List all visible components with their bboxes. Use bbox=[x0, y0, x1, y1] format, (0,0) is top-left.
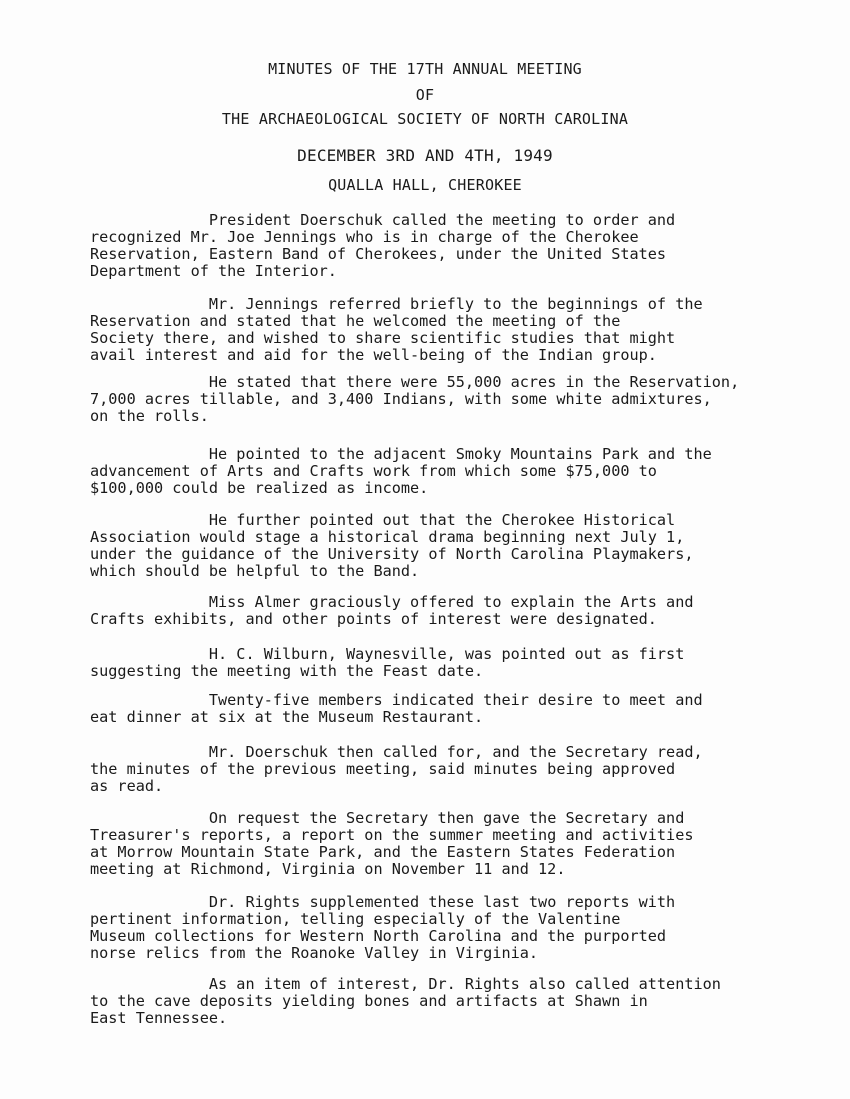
paragraph-almer-exhibits: Miss Almer graciously offered to explain the Arts and Crafts exhibits, and other points of interest were designated. bbox=[90, 593, 694, 628]
title-of: OF bbox=[415, 86, 435, 104]
paragraph-dinner: Twenty-five members indicated their desire to meet and eat dinner at six at the Museum Restaurant. bbox=[90, 691, 703, 726]
minutes-title: MINUTES OF THE 17TH ANNUAL MEETING bbox=[268, 60, 582, 78]
paragraph-reservation-stats: He stated that there were 55,000 acres in the Reservation, 7,000 acres tillable, and 3,400 Indians, with some white admixtures, on the rolls. bbox=[90, 373, 740, 425]
paragraph-historical-drama: He further pointed out that the Cherokee Historical Association would stage a historical drama beginning next July 1, under the guidance of the University of North Carolina Playmakers, which should be helpful to the Band. bbox=[90, 511, 694, 580]
paragraph-secretary-reports: On request the Secretary then gave the Secretary and Treasurer's reports, a report on the summer meeting and activities at Morrow Mountain State Park, and the Eastern States Federation meeting at Richmond, Virginia on November 11 and 12. bbox=[90, 809, 694, 878]
paragraph-cave-deposits: As an item of interest, Dr. Rights also called attention to the cave deposits yielding bones and artifacts at Shawn in East Tennessee. bbox=[90, 975, 721, 1027]
paragraph-arts-crafts-income: He pointed to the adjacent Smoky Mountains Park and the advancement of Arts and Crafts work from which some $75,000 to $100,000 could be realized as income. bbox=[90, 445, 712, 497]
meeting-date: DECEMBER 3RD AND 4TH, 1949 bbox=[297, 146, 553, 165]
paragraph-rights-supplement: Dr. Rights supplemented these last two reports with pertinent information, telling especially of the Valentine Museum collections for Western North Carolina and the purported norse relics from the Roanoke Valley in Virginia. bbox=[90, 893, 676, 962]
paragraph-minutes-read: Mr. Doerschuk then called for, and the Secretary read, the minutes of the previous meeting, said minutes being approved as read. bbox=[90, 743, 703, 795]
paragraph-call-to-order: President Doerschuk called the meeting to order and recognized Mr. Joe Jennings who is in charge of the Cherokee Reservation, Eastern Band of Cherokees, under the United States Department of the Interior. bbox=[90, 211, 676, 280]
society-name: THE ARCHAEOLOGICAL SOCIETY OF NORTH CAROLINA bbox=[221, 110, 629, 128]
meeting-location: QUALLA HALL, CHEROKEE bbox=[328, 176, 522, 194]
paragraph-jennings-remarks: Mr. Jennings referred briefly to the beginnings of the Reservation and stated that he welcomed the meeting of the Society there, and wished to share scientific studies that might avail interest and aid for the well-being of the Indian group. bbox=[90, 295, 703, 364]
paragraph-wilburn: H. C. Wilburn, Waynesville, was pointed out as first suggesting the meeting with the Feast date. bbox=[90, 645, 685, 680]
